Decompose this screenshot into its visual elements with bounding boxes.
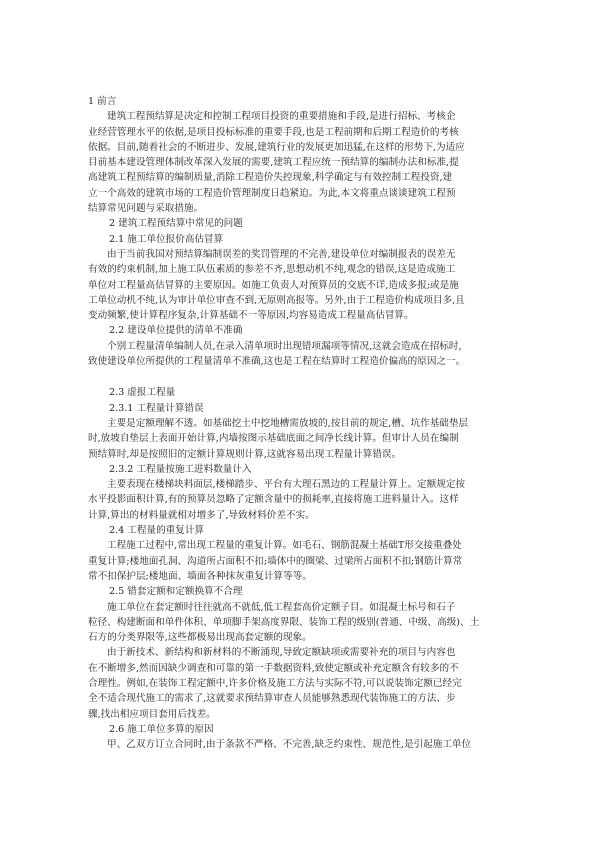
paragraph-line: 主要是定额理解不透。如基础挖土中挖地槽需放坡的,按目前的规定,槽、坑作基础垫层 (107, 417, 469, 429)
paragraph-line: 结算常见问题与采取措施。 (88, 203, 204, 215)
section-heading: 2.6 施工单位多算的原因 (109, 723, 214, 735)
paragraph-line: 水平投影面积计算,有的预算员忽略了定额含量中的损耗率,直接将施工进料量计入。这样 (88, 494, 459, 506)
paragraph-line: 常不扣保护层;楼地面、墙面各种抹灰重复计算等等。 (88, 570, 312, 582)
paragraph-line: 在不断增多,然而因缺少调查和可靠的第一手数据资料,致使定额或补充定额含有较多的不 (88, 662, 459, 674)
blank-line (88, 369, 508, 385)
paragraph (88, 477, 508, 523)
paragraph-line: 有效的约束机制,加上施工队伍素质的参差不齐,思想动机不纯,观念的错误,这是造成施工 (88, 264, 456, 276)
section-heading: 2.1 施工单位报价高估冒算 (109, 233, 224, 245)
paragraph (88, 645, 508, 721)
section-heading: 2.3.1 工程量计算错误 (109, 402, 204, 414)
paragraph-line: 全不适合现代施工的需求了,这就要求预结算审查人员能够熟悉现代装饰施工的方法、步 (88, 693, 456, 705)
paragraph-line: 立一个高效的建筑市场的工程造价管理制度日趋紧迫。为此,本文将重点谈谈建筑工程预 (88, 187, 456, 199)
section-heading: 2.4 工程量的重复计算 (109, 525, 205, 537)
paragraph-line: 高建筑工程预结算的编制质量,消除工程造价失控现象,科学确定与有效控制工程投资,建 (88, 172, 453, 184)
paragraph-line: 依据。目前,随着社会的不断进步、发展,建筑行业的发展更加迅猛,在这样的形势下,为适应 (88, 141, 465, 153)
paragraph-line: 主要表现在楼梯块料面层,楼梯踏步、平台有大理石黑边的工程量计算上。定额规定按 (107, 479, 466, 491)
paragraph-line: 工单位动机不纯,认为审计单位审查不到,无原则高报等。另外,由于工程造价构成项目多,且 (88, 294, 465, 306)
paragraph (88, 737, 508, 752)
paragraph-line: 计算,算出的材料量就相对增多了,导致材料价差不实。 (88, 509, 315, 521)
paragraph-line: 个别工程量清单编制人员,在录入清单项时出现错项漏项等情况,这就会造成在招标时, (107, 340, 462, 352)
paragraph-line: 由于新技术、新结构和新材料的不断涌现,导致定额缺项或需要补充的项目与内容也 (107, 647, 456, 659)
paragraph-line: 目前基本建设管理体制改革深入发展的需要,建筑工程应统一预结算的编制办法和标准,提 (88, 157, 459, 169)
paragraph-line: 工程施工过程中,常出现工程量的重复计算。如毛石、钢筋混凝土基础T形交接重叠处 (107, 540, 462, 552)
paragraph (88, 109, 508, 216)
paragraph (88, 416, 508, 462)
paragraph (88, 247, 508, 323)
paragraph-line: 时,放坡自垫层上表面开始计算,内墙按图示基础底面之间净长线计算。但审计人员在编制 (88, 433, 459, 445)
paragraph-line: 石方的分类界限等,这些都极易出现高套定额的现象。 (88, 632, 312, 644)
section-heading: 2 建筑工程预结算中常见的问题 (109, 218, 243, 230)
paragraph-line: 预结算时,却是按照旧的定额计算规则计算,这就容易出现工程量计算错误。 (88, 448, 402, 460)
paragraph-line: 甲、乙双方订立合同时,由于条款不严格、不完善,缺乏约束性、规范性,是引起施工单位 (107, 739, 472, 751)
paragraph (88, 538, 508, 584)
document-body (88, 94, 508, 752)
section-title: 1 前言 (88, 96, 117, 107)
paragraph-line: 施工单位在套定额时往往就高不就低,低工程套高价定额子目。如混凝土标号和石子 (107, 601, 456, 613)
paragraph (88, 600, 508, 646)
section-heading: 2.5 错套定额和定额换算不合理 (109, 586, 243, 598)
paragraph (88, 339, 508, 370)
paragraph-line: 单位对工程量高估冒算的主要原因。如施工负责人对预算员的交底不详,造成多报;或是施 (88, 279, 459, 291)
paragraph-line: 业经营管理水平的依据,是项目投标标准的重要手段,也是工程前期和后期工程造价的考核 (88, 126, 459, 138)
paragraph-line: 变动频繁,使计算程序复杂,计算基础不一等原因,均容易造成工程量高估冒算。 (88, 310, 414, 322)
section-heading: 2.2 建设单位提供的清单不准确 (109, 325, 243, 337)
paragraph-line: 建筑工程预结算是决定和控制工程项目投资的重要措施和手段,是进行招标、考核企 (107, 111, 456, 123)
paragraph-line: 骤,找出相应项目套用后找差。 (88, 708, 216, 720)
paragraph-line: 粒径、构建断面和单件体积、单项脚手架高度界限、装饰工程的级别(普通、中级、高级)、土 (88, 616, 480, 628)
section-heading: 2.3 虚报工程量 (109, 387, 176, 399)
paragraph-line: 致使建设单位所提供的工程量清单不准确,这也是工程在结算时工程造价偏高的原因之一。 (88, 356, 466, 368)
paragraph-line: 合理性。例如,在装饰工程定额中,许多价格及施工方法与实际不符,可以说装饰定额已经完 (88, 677, 462, 689)
paragraph-line: 重复计算;楼地面孔洞、沟道所占面积不扣;墙体中的圈梁、过梁所占面积不扣;钢筋计算常 (88, 555, 463, 567)
section-heading: 2.3.2 工程量按施工进料数量计入 (109, 463, 252, 475)
paragraph-line: 由于当前我国对预结算编制误差的奖罚管理的不完善,建设单位对编制报表的误差无 (107, 248, 456, 260)
